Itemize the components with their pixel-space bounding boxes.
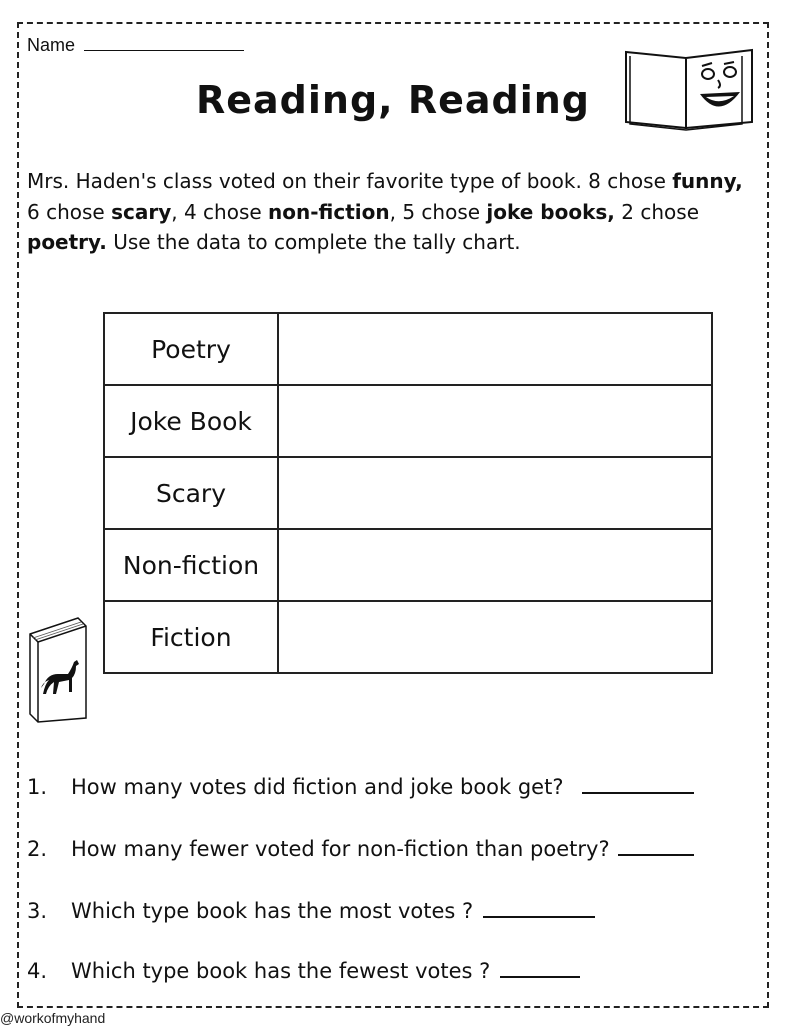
tally-cell-poetry[interactable] [278,313,712,385]
category-non-fiction: Non-fiction [104,529,278,601]
table-row [104,313,712,385]
intro-paragraph: Mrs. Haden's class voted on their favorite type of book. 8 chose funny, 6 chose scary, 4 chose non-fiction, 5 chose joke books, 2 chose poetry. Use the data to complete the tally chart. [27,169,743,254]
question-number: 1. [27,775,48,799]
answer-blank[interactable] [500,958,580,978]
tally-cell-fiction[interactable] [278,601,712,673]
name-label: Name [27,35,76,55]
tally-chart [103,312,713,674]
category-fiction: Fiction [104,601,278,673]
question-number: 3. [27,899,48,923]
question-number: 4. [27,959,48,983]
table-row [104,385,712,457]
tally-cell-scary[interactable] [278,457,712,529]
answer-blank[interactable] [483,898,595,918]
name-line [27,34,244,56]
smiling-book-icon [622,44,758,134]
question-text: How many fewer voted for non-fiction than poetry? [71,837,610,861]
category-joke-book: Joke Book [104,385,278,457]
credit-text: @workofmyhand [0,1010,106,1026]
question-2 [27,836,694,861]
tally-cell-joke-book[interactable] [278,385,712,457]
category-scary: Scary [104,457,278,529]
table-row [104,601,712,673]
answer-blank[interactable] [618,836,694,856]
question-text: How many votes did fiction and joke book get? [71,775,564,799]
question-number: 2. [27,837,48,861]
answer-blank[interactable] [582,774,694,794]
tally-cell-non-fiction[interactable] [278,529,712,601]
question-3 [27,898,595,923]
category-poetry: Poetry [104,313,278,385]
question-text: Which type book has the fewest votes ? [71,959,491,983]
table-row [104,457,712,529]
horse-book-icon [26,614,92,726]
page-title: Reading, Reading [196,78,590,122]
question-4 [27,958,580,983]
name-blank[interactable] [84,34,244,51]
question-text: Which type book has the most votes ? [71,899,474,923]
question-1 [27,774,694,799]
table-row [104,529,712,601]
